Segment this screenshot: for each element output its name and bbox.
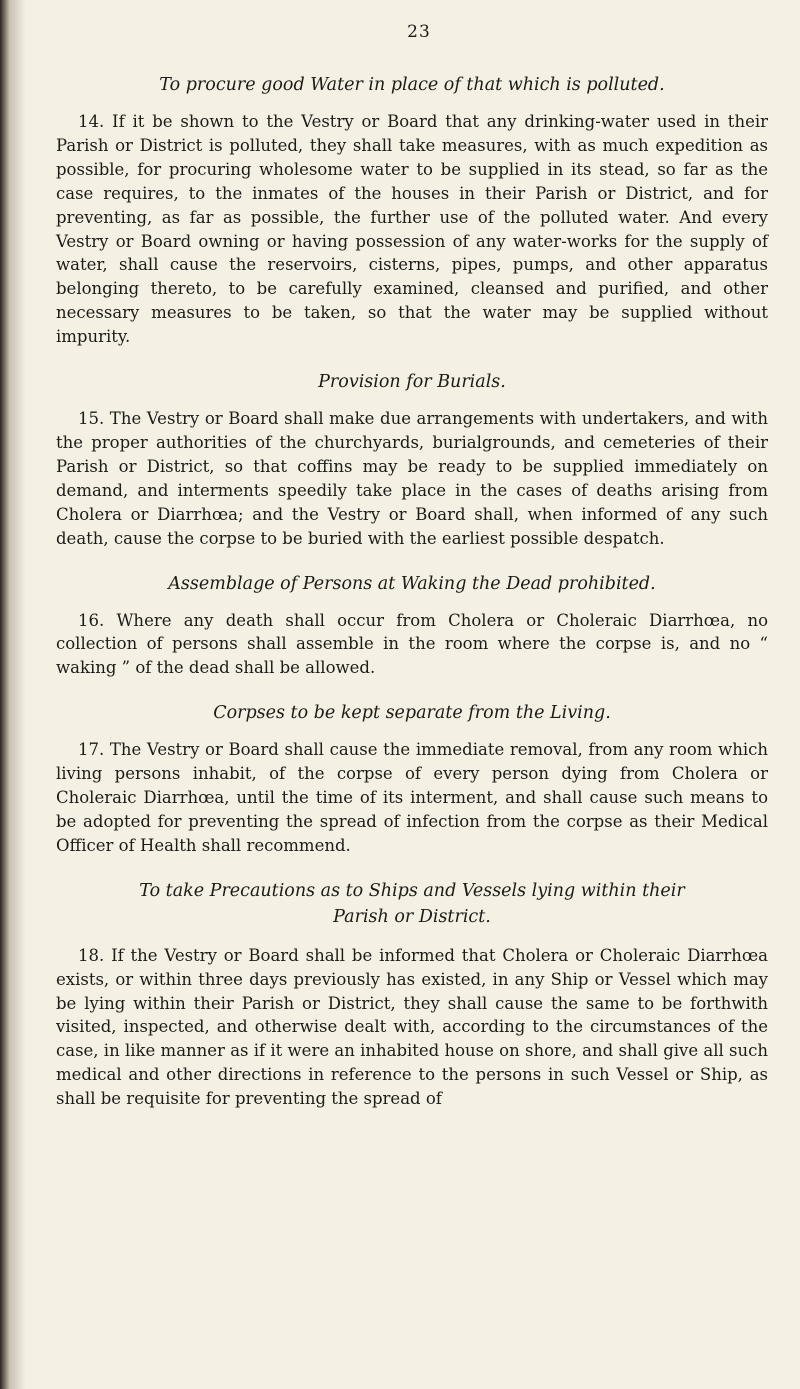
section-burials [56,369,768,550]
section-heading-line-2: Parish or District. [333,906,491,927]
section-paragraph: 16. Where any death shall occur from Cholera or Choleraic Diarrhœa, no collection of persons shall assemble in the room where the corpse is, and no “ waking ” of the dead shall be allowed. [56,610,768,678]
section-heading-line-1: To take Precautions as to Ships and Vessels lying within their [139,880,685,901]
section-heading: Provision for Burials. [318,372,506,393]
section-heading [56,878,768,930]
section-paragraph: 17. The Vestry or Board shall cause the immediate removal, from any room which living persons inhabit, of the corpse of every person dying from Cholera or Choleraic Diarrhœa, until the time of its interment, and shall cause such means to be adopted for preventing the spread of infection from the corpse as their Medical Officer of Health shall recommend. [56,740,768,855]
binding-edge [0,0,10,1389]
section-corpses [56,700,768,858]
section-heading: Corpses to be kept separate from the Living. [213,703,611,724]
section-heading: To procure good Water in place of that which is polluted. [159,75,665,95]
section-waking [56,571,768,681]
section-water [56,72,768,349]
section-heading: Assemblage of Persons at Waking the Dead prohibited. [168,573,656,594]
document-page [56,22,768,1131]
binding-shadow [10,0,26,1389]
section-paragraph: 14. If it be shown to the Vestry or Board that any drinking-water used in their Parish or District is polluted, they shall take measures, with as much expedition as possible, for procuring wholesome water to be supplied in its stead, so far as the case requires, to the inmates of the houses in their Parish or District, and for preventing, as far as possible, the further use of the polluted water. And every Vestry or Board owning or having possession of any water-works for the supply of water, shall cause the reservoirs, cisterns, pipes, pumps, and other apparatus belonging thereto, to be carefully examined, cleansed and purified, and other necessary measures to be taken, so that the water may be supplied without impurity. [56,112,768,347]
section-paragraph: 18. If the Vestry or Board shall be informed that Cholera or Choleraic Diarrhœa exists, or within three days previously has existed, in any Ship or Vessel which may be lying within their Parish or District, they shall cause the same to be forthwith visited, inspected, and otherwise dealt with, according to the circumstances of the case, in like manner as if it were an inhabited house on shore, and shall give all such medical and other directions in reference to the persons in such Vessel or Ship, as shall be requisite for preventing the spread of [56,945,768,1109]
section-paragraph: 15. The Vestry or Board shall make due arrangements with undertakers, and with the proper authorities of the churchyards, burialgrounds, and cemeteries of their Parish or District, so that coffins may be ready to be supplied immediately on demand, and interments speedily take place in the cases of deaths arising from Cholera or Diarrhœa; and the Vestry or Board shall, when informed of any such death, cause the corpse to be buried with the earliest possible despatch. [56,409,768,548]
page-number: 23 [407,22,431,42]
section-ships [56,878,768,1111]
